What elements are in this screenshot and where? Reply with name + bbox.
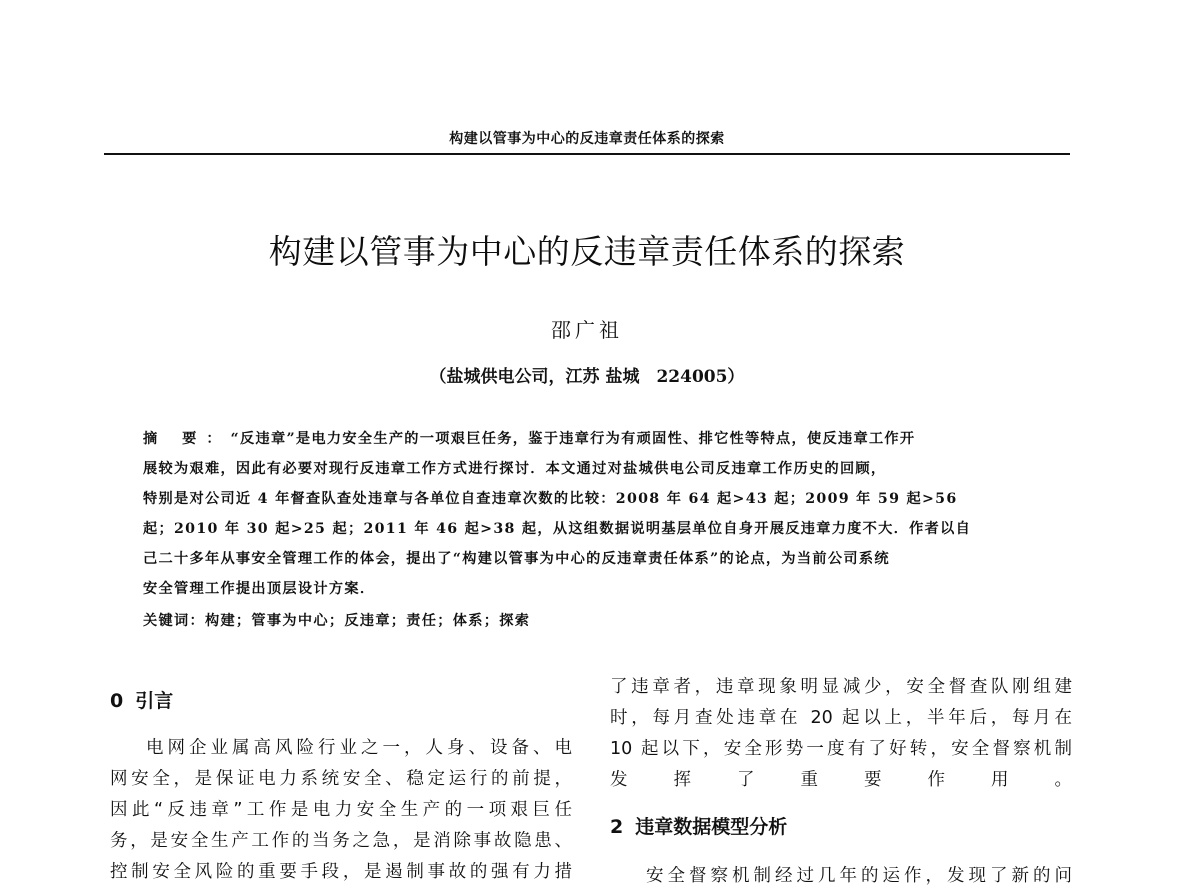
author-affiliation: （盐城供电公司，江苏 盐城 224005） bbox=[429, 367, 745, 387]
body-line: 因此“反违章”工作是电力安全生产的一项艰巨任 bbox=[110, 800, 572, 820]
abstract-line-3: 特别是对公司近 4 年督查队查处违章与各单位自查违章次数的比较：2008 年 64 起>43 起；2009 年 59 起>56 bbox=[143, 491, 958, 507]
paragraph-continued bbox=[610, 672, 1072, 796]
section-number: 0 bbox=[110, 690, 124, 712]
body-column-right bbox=[610, 672, 1072, 892]
section-number: 2 bbox=[610, 816, 624, 838]
section-heading-data-model bbox=[610, 812, 1072, 843]
body-line: 10 起以下，安全形势一度有了好转，安全督察机制 bbox=[610, 739, 1072, 759]
abstract-label: 摘 要： bbox=[143, 431, 231, 447]
keywords-label: 关键词： bbox=[143, 613, 205, 629]
paragraph-introduction bbox=[110, 733, 572, 888]
running-header: 构建以管事为中心的反违章责任体系的探索 bbox=[449, 131, 725, 147]
keywords bbox=[143, 607, 1033, 635]
abstract-line-1: 摘 要：“反违章”是电力安全生产的一项艰巨任务，鉴于违章行为有顽固性、排它性等特点，使反违章工作开 bbox=[143, 431, 916, 447]
abstract-line-5: 己二十多年从事安全管理工作的体会，提出了“构建以管事为中心的反违章责任体系”的论点，为当前公司系统 bbox=[143, 551, 890, 567]
header-rule bbox=[104, 153, 1070, 155]
abstract-line-2: 展较为艰难，因此有必要对现行反违章工作方式进行探讨．本文通过对盐城供电公司反违章工作历史的回顾， bbox=[143, 461, 887, 477]
abstract-line-4: 起；2010 年 30 起>25 起；2011 年 46 起>38 起，从这组数据说明基层单位自身开展反违章力度不大．作者以自 bbox=[143, 521, 972, 537]
body-line: 安全督察机制经过几年的运作，发现了新的问 bbox=[646, 866, 1072, 886]
body-line: 电网企业属高风险行业之一，人身、设备、电 bbox=[146, 738, 572, 758]
body-line: 网安全，是保证电力系统安全、稳定运行的前提， bbox=[110, 769, 572, 789]
section-heading-introduction bbox=[110, 686, 572, 717]
keywords-text: 构建；管事为中心；反违章；责任；体系；探索 bbox=[204, 613, 531, 629]
author-name: 邵广祖 bbox=[551, 318, 623, 342]
body-line: 务，是安全生产工作的当务之急，是消除事故隐患、 bbox=[110, 831, 572, 851]
body-line: 控制安全风险的重要手段，是遏制事故的强有力措 bbox=[110, 862, 572, 882]
abstract bbox=[143, 424, 1033, 604]
paper-title: 构建以管事为中心的反违章责任体系的探索 bbox=[268, 232, 906, 271]
abstract-line-6: 安全管理工作提出顶层设计方案． bbox=[143, 581, 376, 597]
section-title: 违章数据模型分析 bbox=[635, 816, 788, 838]
body-line: 时，每月查处违章在 20 起以上，半年后，每月在 bbox=[610, 708, 1072, 728]
paragraph-data-model bbox=[610, 861, 1072, 892]
body-column-left bbox=[110, 668, 572, 888]
body-line: 了违章者，违章现象明显减少，安全督查队刚组建 bbox=[610, 677, 1072, 697]
body-line: 发挥了重要作用。 bbox=[610, 770, 1072, 790]
section-title: 引言 bbox=[135, 690, 174, 712]
